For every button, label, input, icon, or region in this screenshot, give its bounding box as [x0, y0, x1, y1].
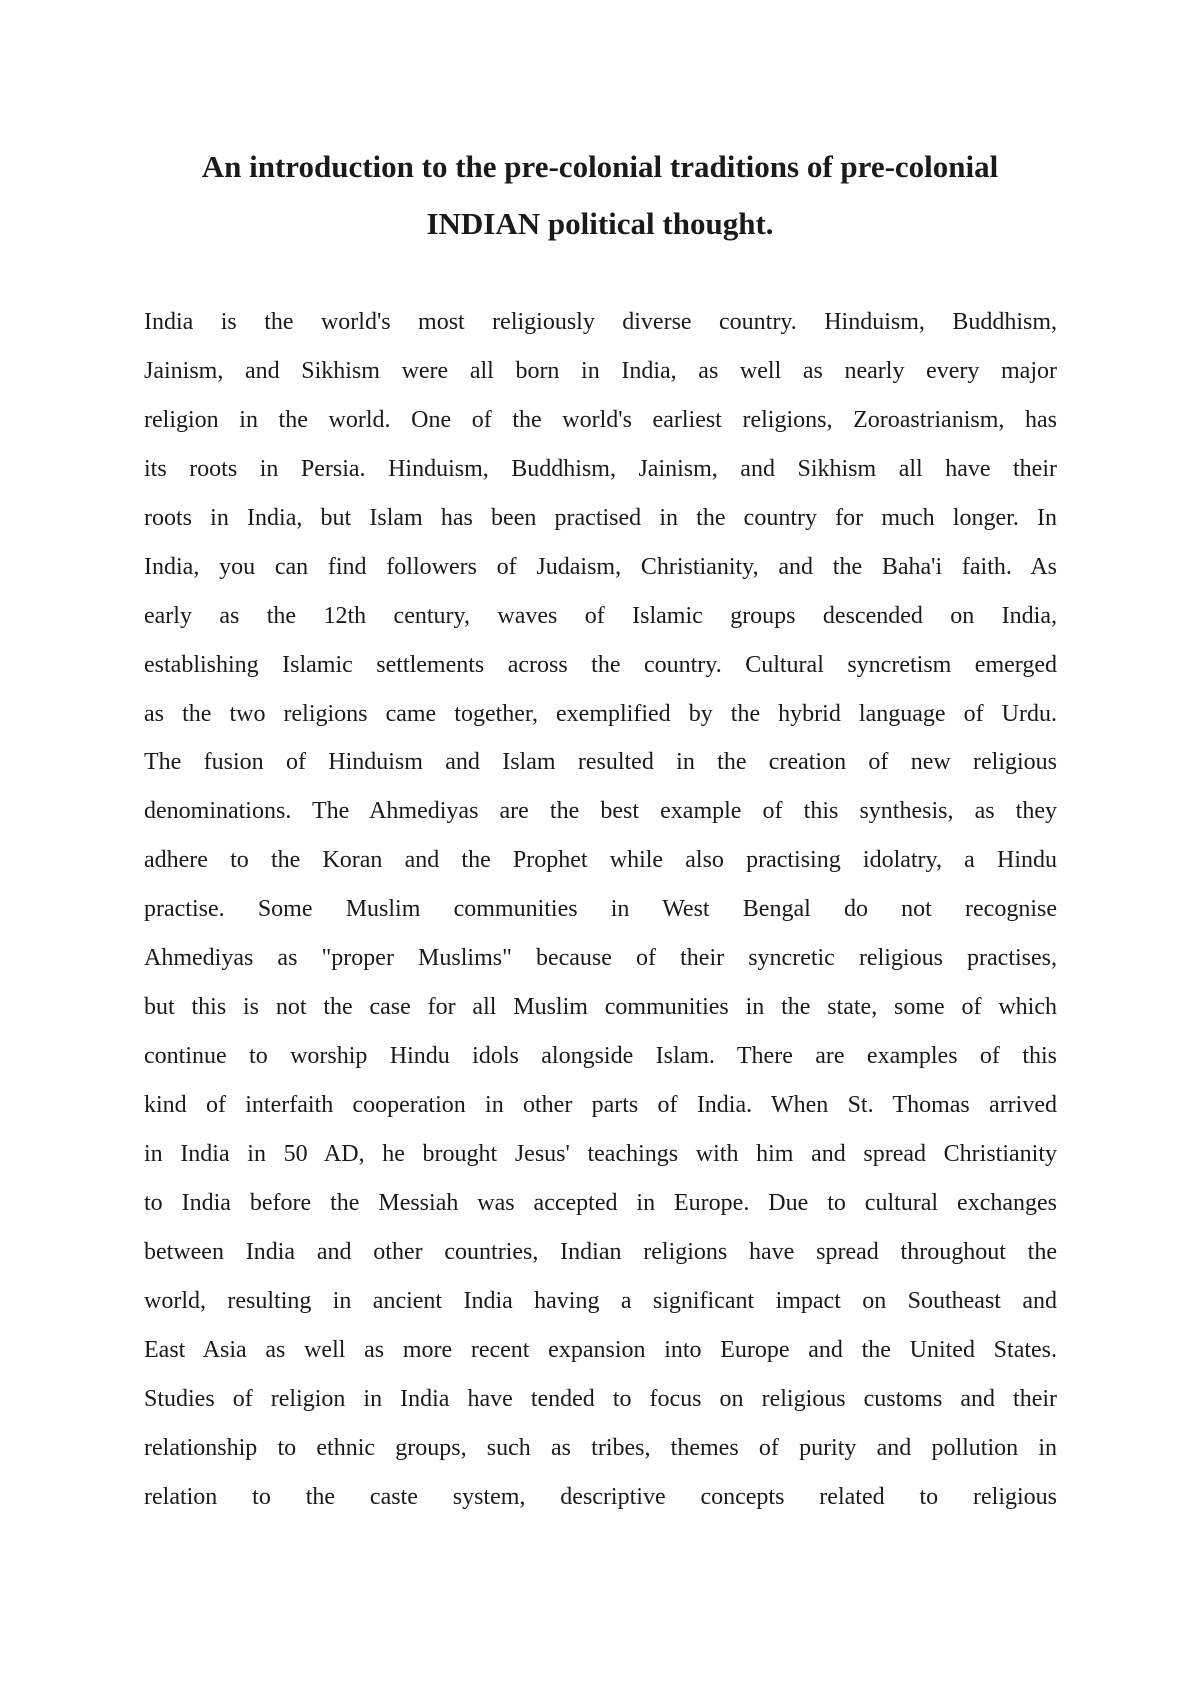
document-title — [100, 138, 1100, 252]
paragraph-line: establishing Islamic settlements across the country. Cultural syncretism emerged — [144, 651, 1057, 678]
paragraph-line: world, resulting in ancient India having a significant impact on Southeast and — [144, 1287, 1057, 1314]
paragraph-line: to India before the Messiah was accepted in Europe. Due to cultural exchanges — [144, 1189, 1057, 1216]
paragraph-line: religion in the world. One of the world's earliest religions, Zoroastrianism, has — [144, 406, 1057, 433]
paragraph-line: between India and other countries, Indian religions have spread throughout the — [144, 1238, 1057, 1265]
title-line: INDIAN political thought. — [426, 206, 774, 241]
paragraph-line: but this is not the case for all Muslim communities in the state, some of which — [144, 994, 1057, 1021]
paragraph-line: practise. Some Muslim communities in West Bengal do not recognise — [144, 896, 1057, 923]
paragraph-line: The fusion of Hinduism and Islam resulted in the creation of new religious — [144, 749, 1057, 776]
paragraph-line: denominations. The Ahmediyas are the best example of this synthesis, as they — [144, 798, 1057, 825]
paragraph-line: relation to the caste system, descriptive concepts related to religious — [144, 1483, 1057, 1510]
paragraph-line: relationship to ethnic groups, such as tribes, themes of purity and pollution in — [144, 1434, 1057, 1461]
paragraph-line: East Asia as well as more recent expansion into Europe and the United States. — [144, 1336, 1057, 1363]
body-paragraph — [144, 298, 1057, 1521]
paragraph-line: as the two religions came together, exemplified by the hybrid language of Urdu. — [144, 700, 1057, 727]
paragraph-line: India is the world's most religiously diverse country. Hinduism, Buddhism, — [144, 309, 1057, 335]
paragraph-line: roots in India, but Islam has been practised in the country for much longer. In — [144, 504, 1057, 531]
paragraph-line: continue to worship Hindu idols alongside Islam. There are examples of this — [144, 1043, 1057, 1070]
paragraph-line: early as the 12th century, waves of Islamic groups descended on India, — [144, 602, 1057, 629]
paragraph-line: kind of interfaith cooperation in other parts of India. When St. Thomas arrived — [144, 1092, 1057, 1118]
paragraph-line: India, you can find followers of Judaism, Christianity, and the Baha'i faith. As — [144, 553, 1057, 580]
title-line: An introduction to the pre-colonial traditions of pre-colonial — [201, 149, 999, 184]
paragraph-line: in India in 50 AD, he brought Jesus' teachings with him and spread Christianity — [144, 1140, 1057, 1167]
paragraph-line: Jainism, and Sikhism were all born in India, as well as nearly every major — [144, 357, 1057, 384]
paragraph-line: its roots in Persia. Hinduism, Buddhism, Jainism, and Sikhism all have their — [144, 455, 1057, 482]
paragraph-line: Studies of religion in India have tended to focus on religious customs and their — [144, 1385, 1057, 1412]
paragraph-line: adhere to the Koran and the Prophet while also practising idolatry, a Hindu — [144, 847, 1057, 874]
paragraph-line: Ahmediyas as "proper Muslims" because of their syncretic religious practises, — [144, 945, 1057, 972]
